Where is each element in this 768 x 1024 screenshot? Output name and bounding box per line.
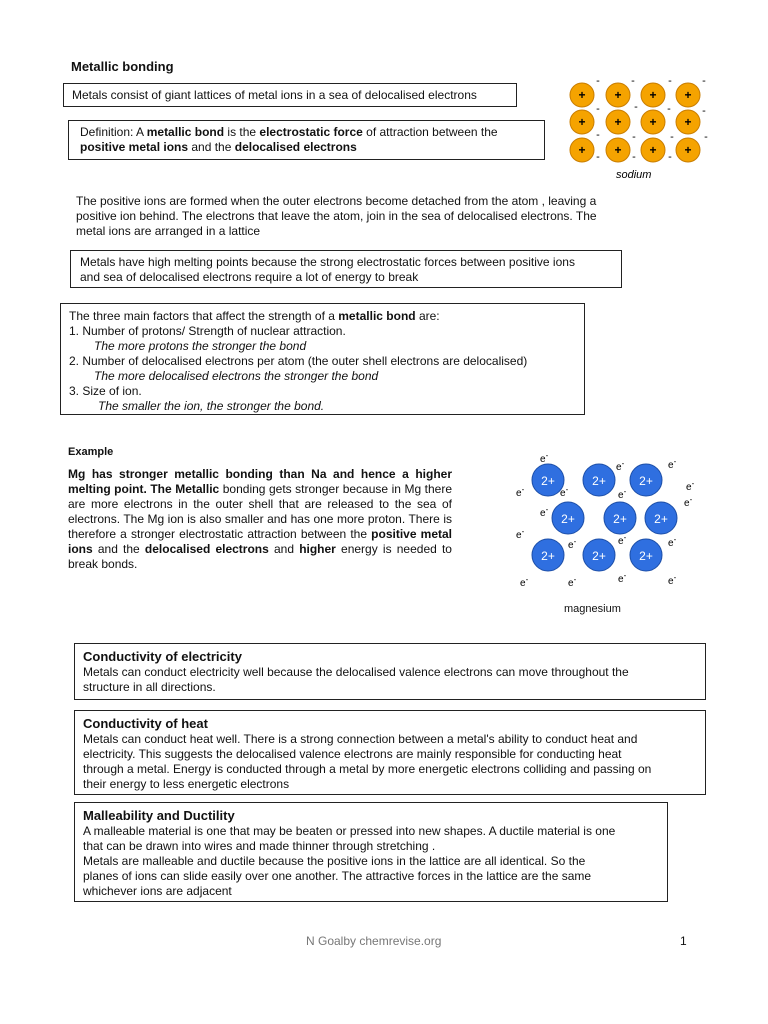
electron-superscript: - xyxy=(623,533,627,542)
electron-label: e- xyxy=(668,573,677,587)
electron-label: e- xyxy=(668,535,677,549)
electron-label: e- xyxy=(686,479,695,493)
electron-label: e- xyxy=(540,451,549,465)
electron-minus: - xyxy=(668,151,672,163)
text-bold: Mg has stronger metallic bonding than Na and hence a higher melting point. The Metallic xyxy=(68,467,452,496)
malleability-box xyxy=(74,802,668,902)
magnesium-ion-charge: 2+ xyxy=(541,549,555,563)
sodium-ion xyxy=(641,110,665,134)
sodium-ion-charge: + xyxy=(614,115,622,129)
magnesium-ions xyxy=(532,464,677,571)
magnesium-ion xyxy=(552,502,584,534)
section-heading: Conductivity of electricity xyxy=(83,649,242,664)
electron-superscript: - xyxy=(621,459,625,468)
text-line: their energy to less energetic electrons xyxy=(83,777,290,791)
electron-superscript: - xyxy=(673,573,677,582)
factor-3-note: The smaller the ion, the stronger the bond. xyxy=(98,399,325,413)
definition-term: metallic bond xyxy=(146,125,225,139)
electron-minus: - xyxy=(596,129,600,141)
magnesium-ion-charge: 2+ xyxy=(639,549,653,563)
definition-term: delocalised electrons xyxy=(234,140,357,154)
ion-formation-paragraph xyxy=(76,194,676,239)
electron-minus: - xyxy=(670,131,674,143)
electron-minus: - xyxy=(596,151,600,163)
sodium-lattice-diagram xyxy=(558,76,718,184)
sodium-ion xyxy=(676,110,700,134)
magnesium-ion-charge: 2+ xyxy=(613,512,627,526)
section-heading: Malleability and Ductility xyxy=(83,808,235,823)
text-bold: positive metal ions xyxy=(68,527,453,556)
sodium-ion xyxy=(606,110,630,134)
text-line: electricity. This suggests the delocalised valence electrons are mainly responsible for conducting heat xyxy=(83,747,622,761)
electron-label: e- xyxy=(516,527,525,541)
electron-superscript: - xyxy=(623,487,627,496)
electron-minus: - xyxy=(596,76,600,87)
electron-label: e- xyxy=(668,457,677,471)
sodium-ion xyxy=(570,138,594,162)
sodium-ion-charge: + xyxy=(684,115,692,129)
electron-minus: - xyxy=(632,131,636,143)
definition-text: Definition: A xyxy=(80,125,147,139)
sodium-ion xyxy=(606,83,630,107)
sodium-ion-charge: + xyxy=(649,88,657,102)
factor-2: 2. Number of delocalised electrons per atom (the outer shell electrons are delocalised) xyxy=(69,354,528,368)
page-title: Metallic bonding xyxy=(71,59,174,74)
magnesium-ion-charge: 2+ xyxy=(639,474,653,488)
text-bold: higher xyxy=(299,542,336,556)
electron-label: e- xyxy=(568,575,577,589)
sodium-ion-charge: + xyxy=(578,143,586,157)
electron-minus: - xyxy=(634,101,638,113)
text-line: and sea of delocalised electrons require a lot of energy to break xyxy=(80,270,419,284)
definition-box xyxy=(68,120,545,160)
electron-minus: - xyxy=(702,76,706,87)
electron-label: e- xyxy=(618,533,627,547)
text-line: structure in all directions. xyxy=(83,680,216,694)
magnesium-ion-charge: 2+ xyxy=(561,512,575,526)
page-number: 1 xyxy=(680,934,687,948)
electron-label: e- xyxy=(618,487,627,501)
sodium-ion xyxy=(570,110,594,134)
text-line: Metals can conduct electricity well because the delocalised valence electrons can move throughout the xyxy=(83,665,629,679)
electron-superscript: - xyxy=(521,485,525,494)
factor-1-note: The more protons the stronger the bond xyxy=(94,339,307,353)
magnesium-ion-charge: 2+ xyxy=(592,549,606,563)
text-line: whichever ions are adjacent xyxy=(83,884,232,898)
electron-label: e- xyxy=(618,571,627,585)
magnesium-ion xyxy=(604,502,636,534)
sodium-ion-charge: + xyxy=(578,88,586,102)
text-line: positive ion behind. The electrons that leave the atom, join in the sea of delocalised electrons. The xyxy=(76,209,597,223)
example-paragraph xyxy=(68,467,452,572)
sodium-label: sodium xyxy=(616,169,652,181)
electron-superscript: - xyxy=(573,575,577,584)
electron-minus: - xyxy=(667,103,671,115)
sodium-ion-charge: + xyxy=(614,143,622,157)
magnesium-ion xyxy=(532,539,564,571)
text-bold: metallic bond xyxy=(338,309,416,323)
magnesium-ion xyxy=(630,464,662,496)
electron-superscript: - xyxy=(525,575,529,584)
definition-text: of attraction between the xyxy=(362,125,498,139)
text-span: and xyxy=(268,542,300,556)
intro-text: Metals consist of giant lattices of metal ions in a sea of delocalised electrons xyxy=(72,88,477,102)
example-heading: Example xyxy=(68,446,114,458)
sodium-ion xyxy=(641,83,665,107)
electron-label: e- xyxy=(520,575,529,589)
magnesium-label: magnesium xyxy=(564,603,621,615)
electron-superscript: - xyxy=(689,495,693,504)
factors-intro xyxy=(69,309,576,324)
definition-term: electrostatic force xyxy=(259,125,363,139)
electron-label: e- xyxy=(684,495,693,509)
magnesium-ion xyxy=(583,464,615,496)
electron-minus: - xyxy=(668,76,672,87)
electron-superscript: - xyxy=(545,451,549,460)
electron-label: e- xyxy=(560,485,569,499)
text-line: through a metal. Energy is conducted through a metal by more energetic electrons colliding and passing on xyxy=(83,762,652,776)
text-span: are: xyxy=(415,309,440,323)
sodium-ion xyxy=(676,138,700,162)
text-line: Metals are malleable and ductile because the positive ions in the lattice are all identical. So the xyxy=(83,854,586,868)
electron-minus: - xyxy=(632,151,636,163)
sodium-ion-charge: + xyxy=(649,143,657,157)
electron-superscript: - xyxy=(565,485,569,494)
magnesium-lattice-diagram xyxy=(508,448,708,594)
electron-label: e- xyxy=(616,459,625,473)
intro-box xyxy=(63,83,517,107)
text-span: bonding gets stronger because in Mg there are more electrons in the outer shell that are released to the sea of electrons. The Mg ion is also smaller and has one more proton. There is therefore a stronger electrostatic attraction between the xyxy=(68,482,452,541)
sodium-ion xyxy=(606,138,630,162)
factors-box xyxy=(60,303,585,415)
factor-3: 3. Size of ion. xyxy=(69,384,142,398)
text-span: energy is needed to break bonds. xyxy=(68,542,452,571)
electron-minus: - xyxy=(702,105,706,117)
factor-1: 1. Number of protons/ Strength of nuclear attraction. xyxy=(69,324,346,338)
electron-superscript: - xyxy=(673,457,677,466)
electron-minus: - xyxy=(596,103,600,115)
text-line: Metals can conduct heat well. There is a strong connection between a metal's ability to conduct heat and xyxy=(83,732,638,746)
magnesium-ion-charge: 2+ xyxy=(654,512,668,526)
sodium-ion-charge: + xyxy=(614,88,622,102)
text-span: The three main factors that affect the strength of a xyxy=(69,309,339,323)
text-line: that can be drawn into wires and made thinner through stretching . xyxy=(83,839,436,853)
definition-text: is the xyxy=(224,125,260,139)
electron-superscript: - xyxy=(521,527,525,536)
text-line: Metals have high melting points because the strong electrostatic forces between positive ions xyxy=(80,255,575,269)
text-line: metal ions are arranged in a lattice xyxy=(76,224,261,238)
magnesium-ion xyxy=(583,539,615,571)
electron-superscript: - xyxy=(673,535,677,544)
conductivity-heat-box xyxy=(74,710,706,795)
sodium-ion xyxy=(641,138,665,162)
electron-minus: - xyxy=(704,131,708,143)
magnesium-ion-charge: 2+ xyxy=(541,474,555,488)
definition-text: and the xyxy=(188,140,235,154)
section-heading: Conductivity of heat xyxy=(83,716,208,731)
sodium-ion xyxy=(570,83,594,107)
text-span: and the xyxy=(92,542,145,556)
electron-minus: - xyxy=(631,76,635,87)
factor-2-note: The more delocalised electrons the stronger the bond xyxy=(94,369,379,383)
electron-label: e- xyxy=(516,485,525,499)
electron-superscript: - xyxy=(545,505,549,514)
electron-superscript: - xyxy=(573,537,577,546)
electron-label: e- xyxy=(540,505,549,519)
sodium-ion-charge: + xyxy=(578,115,586,129)
footer-author: N Goalby chemrevise.org xyxy=(306,934,442,948)
sodium-ion xyxy=(676,83,700,107)
sodium-ion-charge: + xyxy=(684,143,692,157)
electron-label: e- xyxy=(568,537,577,551)
sodium-ion-charge: + xyxy=(649,115,657,129)
text-line: A malleable material is one that may be beaten or pressed into new shapes. A ductile material is one xyxy=(83,824,616,838)
sodium-ion-charge: + xyxy=(684,88,692,102)
electron-superscript: - xyxy=(623,571,627,580)
definition-term: positive metal ions xyxy=(80,140,189,154)
electron-superscript: - xyxy=(691,479,695,488)
magnesium-ion xyxy=(630,539,662,571)
text-bold: delocalised electrons xyxy=(144,542,269,556)
melting-point-box xyxy=(70,250,622,288)
text-line: planes of ions can slide easily over one another. The attractive forces in the lattice are the same xyxy=(83,869,592,883)
conductivity-electricity-box xyxy=(74,643,706,700)
magnesium-ion xyxy=(645,502,677,534)
text-line: The positive ions are formed when the outer electrons become detached from the atom , leaving a xyxy=(76,194,597,208)
magnesium-ion-charge: 2+ xyxy=(592,474,606,488)
